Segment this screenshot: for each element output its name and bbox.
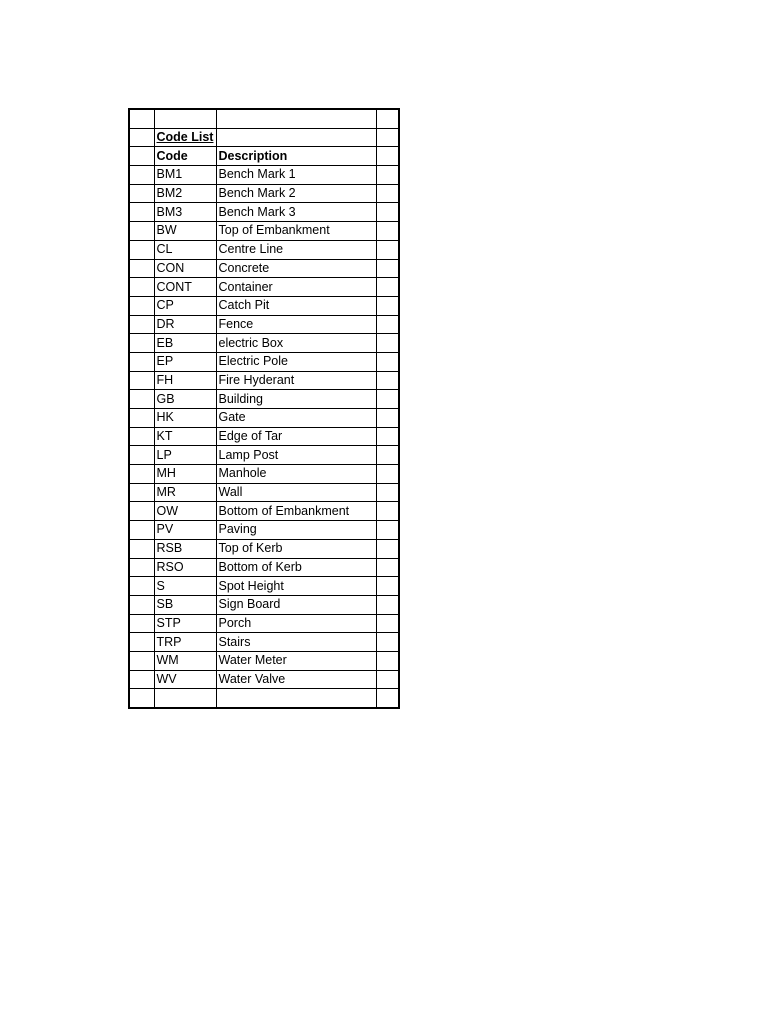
cell bbox=[376, 203, 399, 222]
description-cell: Sign Board bbox=[216, 595, 376, 614]
table-row bbox=[129, 502, 399, 521]
description-cell: Paving bbox=[216, 521, 376, 540]
description-cell: Wall bbox=[216, 483, 376, 502]
code-cell: RSO bbox=[154, 558, 216, 577]
code-list-body bbox=[129, 109, 399, 708]
empty-row-bottom bbox=[129, 689, 399, 708]
description-cell: Bottom of Kerb bbox=[216, 558, 376, 577]
table-row bbox=[129, 166, 399, 185]
table-row bbox=[129, 651, 399, 670]
table-row bbox=[129, 390, 399, 409]
cell bbox=[129, 184, 154, 203]
table-row bbox=[129, 633, 399, 652]
empty-row-top bbox=[129, 109, 399, 128]
cell bbox=[129, 633, 154, 652]
code-cell: CON bbox=[154, 259, 216, 278]
description-cell: Concrete bbox=[216, 259, 376, 278]
table-row bbox=[129, 595, 399, 614]
code-cell: GB bbox=[154, 390, 216, 409]
table-row bbox=[129, 465, 399, 484]
cell bbox=[376, 147, 399, 166]
cell bbox=[376, 315, 399, 334]
cell bbox=[129, 539, 154, 558]
cell bbox=[129, 278, 154, 297]
description-cell: Water Valve bbox=[216, 670, 376, 689]
code-header: Code bbox=[154, 147, 216, 166]
cell bbox=[216, 109, 376, 128]
cell bbox=[129, 670, 154, 689]
code-cell: CP bbox=[154, 296, 216, 315]
cell bbox=[376, 651, 399, 670]
table-row bbox=[129, 521, 399, 540]
cell bbox=[129, 651, 154, 670]
cell bbox=[129, 334, 154, 353]
cell bbox=[376, 166, 399, 185]
cell bbox=[129, 352, 154, 371]
description-cell: Fire Hyderant bbox=[216, 371, 376, 390]
cell bbox=[376, 222, 399, 241]
description-cell: Spot Height bbox=[216, 577, 376, 596]
code-cell: KT bbox=[154, 427, 216, 446]
table-row bbox=[129, 446, 399, 465]
table-row bbox=[129, 539, 399, 558]
cell bbox=[376, 502, 399, 521]
cell bbox=[129, 315, 154, 334]
description-cell: Stairs bbox=[216, 633, 376, 652]
description-cell: Catch Pit bbox=[216, 296, 376, 315]
cell bbox=[129, 558, 154, 577]
table-row bbox=[129, 240, 399, 259]
cell bbox=[129, 390, 154, 409]
cell bbox=[129, 222, 154, 241]
cell bbox=[154, 689, 216, 708]
cell bbox=[129, 166, 154, 185]
cell bbox=[376, 278, 399, 297]
cell bbox=[376, 465, 399, 484]
description-cell: Top of Embankment bbox=[216, 222, 376, 241]
table-row bbox=[129, 203, 399, 222]
code-cell: BM1 bbox=[154, 166, 216, 185]
description-cell: Bench Mark 3 bbox=[216, 203, 376, 222]
table-row bbox=[129, 315, 399, 334]
cell bbox=[376, 409, 399, 428]
cell bbox=[376, 614, 399, 633]
table-row bbox=[129, 352, 399, 371]
cell bbox=[376, 483, 399, 502]
description-cell: Porch bbox=[216, 614, 376, 633]
cell bbox=[129, 203, 154, 222]
code-list-table bbox=[128, 108, 400, 709]
description-cell: Edge of Tar bbox=[216, 427, 376, 446]
table-row bbox=[129, 427, 399, 446]
code-cell: HK bbox=[154, 409, 216, 428]
description-cell: Container bbox=[216, 278, 376, 297]
code-cell: PV bbox=[154, 521, 216, 540]
cell bbox=[376, 371, 399, 390]
table-row bbox=[129, 670, 399, 689]
header-row bbox=[129, 147, 399, 166]
code-cell: DR bbox=[154, 315, 216, 334]
code-cell: CL bbox=[154, 240, 216, 259]
description-cell: Bench Mark 1 bbox=[216, 166, 376, 185]
cell bbox=[376, 670, 399, 689]
description-cell: Manhole bbox=[216, 465, 376, 484]
description-cell: Electric Pole bbox=[216, 352, 376, 371]
cell bbox=[216, 689, 376, 708]
code-cell: TRP bbox=[154, 633, 216, 652]
code-cell: EP bbox=[154, 352, 216, 371]
cell bbox=[129, 614, 154, 633]
cell bbox=[376, 558, 399, 577]
cell bbox=[376, 521, 399, 540]
cell bbox=[376, 128, 399, 147]
table-row bbox=[129, 577, 399, 596]
cell bbox=[376, 352, 399, 371]
cell bbox=[376, 296, 399, 315]
cell bbox=[376, 109, 399, 128]
code-cell: RSB bbox=[154, 539, 216, 558]
description-cell: Gate bbox=[216, 409, 376, 428]
cell bbox=[129, 409, 154, 428]
cell bbox=[376, 390, 399, 409]
cell bbox=[129, 446, 154, 465]
code-cell: WV bbox=[154, 670, 216, 689]
cell bbox=[376, 334, 399, 353]
cell bbox=[376, 259, 399, 278]
code-cell: FH bbox=[154, 371, 216, 390]
cell bbox=[129, 128, 154, 147]
cell bbox=[376, 240, 399, 259]
table-row bbox=[129, 184, 399, 203]
table-row bbox=[129, 558, 399, 577]
table-row bbox=[129, 334, 399, 353]
code-cell: SB bbox=[154, 595, 216, 614]
cell bbox=[129, 259, 154, 278]
cell bbox=[129, 483, 154, 502]
cell bbox=[129, 689, 154, 708]
cell bbox=[129, 147, 154, 166]
cell bbox=[129, 371, 154, 390]
code-cell: BM3 bbox=[154, 203, 216, 222]
description-cell: Centre Line bbox=[216, 240, 376, 259]
description-cell: Water Meter bbox=[216, 651, 376, 670]
code-cell: LP bbox=[154, 446, 216, 465]
description-cell: Bench Mark 2 bbox=[216, 184, 376, 203]
code-list-title: Code List bbox=[154, 128, 216, 147]
cell bbox=[129, 465, 154, 484]
cell bbox=[129, 427, 154, 446]
table-row bbox=[129, 278, 399, 297]
cell bbox=[129, 240, 154, 259]
cell bbox=[129, 521, 154, 540]
code-cell: STP bbox=[154, 614, 216, 633]
cell bbox=[376, 633, 399, 652]
cell bbox=[129, 595, 154, 614]
table-row bbox=[129, 614, 399, 633]
description-header: Description bbox=[216, 147, 376, 166]
cell bbox=[376, 184, 399, 203]
code-cell: OW bbox=[154, 502, 216, 521]
cell bbox=[129, 296, 154, 315]
table-row bbox=[129, 222, 399, 241]
description-cell: Top of Kerb bbox=[216, 539, 376, 558]
cell bbox=[376, 689, 399, 708]
cell bbox=[129, 577, 154, 596]
table-row bbox=[129, 483, 399, 502]
description-cell: Fence bbox=[216, 315, 376, 334]
description-cell: Building bbox=[216, 390, 376, 409]
table-row bbox=[129, 409, 399, 428]
cell bbox=[216, 128, 376, 147]
table-row bbox=[129, 371, 399, 390]
cell bbox=[376, 595, 399, 614]
cell bbox=[154, 109, 216, 128]
cell bbox=[129, 502, 154, 521]
description-cell: Lamp Post bbox=[216, 446, 376, 465]
code-cell: S bbox=[154, 577, 216, 596]
description-cell: Bottom of Embankment bbox=[216, 502, 376, 521]
code-cell: BM2 bbox=[154, 184, 216, 203]
cell bbox=[376, 427, 399, 446]
code-cell: BW bbox=[154, 222, 216, 241]
cell bbox=[376, 577, 399, 596]
code-cell: WM bbox=[154, 651, 216, 670]
code-cell: CONT bbox=[154, 278, 216, 297]
cell bbox=[376, 446, 399, 465]
cell bbox=[129, 109, 154, 128]
table-row bbox=[129, 296, 399, 315]
title-row bbox=[129, 128, 399, 147]
description-cell: electric Box bbox=[216, 334, 376, 353]
code-cell: MR bbox=[154, 483, 216, 502]
code-cell: MH bbox=[154, 465, 216, 484]
code-cell: EB bbox=[154, 334, 216, 353]
cell bbox=[376, 539, 399, 558]
table-row bbox=[129, 259, 399, 278]
